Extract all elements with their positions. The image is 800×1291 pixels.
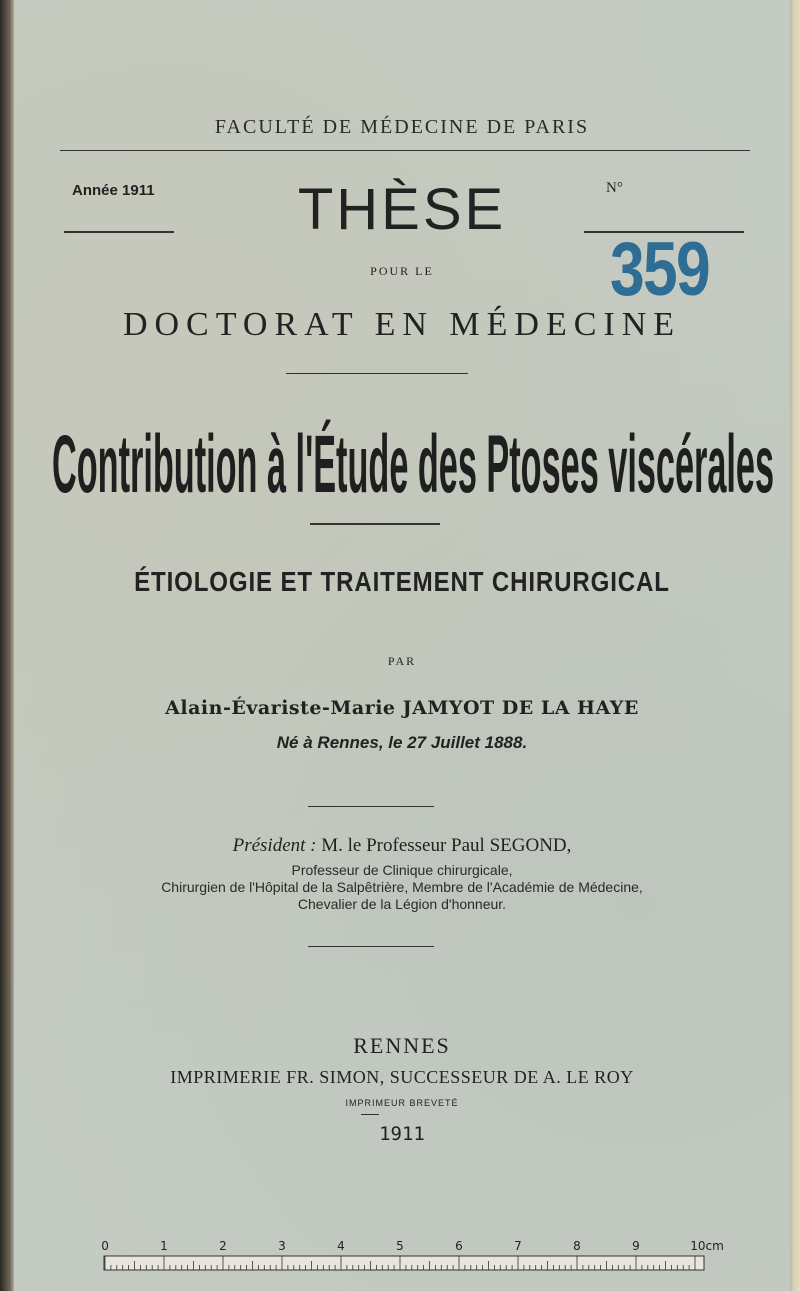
ruler-label: 1 [160, 1239, 168, 1253]
year-label: Année 1911 [72, 182, 155, 199]
thesis-number-stamp: 359 [610, 227, 710, 312]
president-title-2: Chirurgien de l'Hôpital de la Salpêtrière, Membre de l'Académie de Médecine, [161, 879, 643, 895]
imprint-year: 1911 [379, 1123, 425, 1145]
ruler-label: 10cm [690, 1239, 724, 1253]
president-title-1: Professeur de Clinique chirurgicale, [291, 862, 513, 878]
imprint-printer-sub: IMPRIMEUR BREVETÉ [345, 1098, 459, 1108]
imprint-city: RENNES [353, 1033, 451, 1058]
president-label: Président : [232, 835, 317, 856]
president-rule [308, 946, 434, 947]
ruler-label: 7 [514, 1239, 522, 1253]
title-rule [310, 523, 440, 525]
faculty-name: FACULTÉ DE MÉDECINE DE PARIS [214, 116, 590, 138]
ruler-label: 8 [573, 1239, 581, 1253]
scale-ruler-graphic [101, 1236, 724, 1270]
page-edge [790, 0, 800, 1291]
president-name: M. le Professeur Paul SEGOND, [321, 835, 572, 856]
header-rule [60, 150, 750, 151]
ruler-label: 5 [396, 1239, 404, 1253]
author-rule [308, 806, 434, 807]
imprint-rule [361, 1114, 379, 1115]
ruler-label: 6 [455, 1239, 463, 1253]
these-heading: THÈSE [297, 177, 507, 242]
imprint-printer: IMPRIMERIE FR. SIMON, SUCCESSEUR DE A. LE ROY [170, 1067, 634, 1087]
president-titles [14, 862, 790, 913]
president-title-3: Chevalier de la Légion d'honneur. [297, 896, 507, 912]
pour-le-label: POUR LE [370, 264, 434, 278]
president-line [14, 835, 790, 857]
thesis-title-text: Contribution à l'Étude des Ptoses viscérales [52, 419, 774, 510]
book-spine-edge [0, 0, 14, 1291]
ruler-label: 9 [632, 1239, 640, 1253]
ruler-label: 2 [219, 1239, 227, 1253]
doctorat-rule [286, 373, 468, 374]
doctorat-heading: DOCTORAT EN MÉDECINE [122, 306, 682, 343]
thesis-title [48, 418, 778, 510]
number-label: N° [606, 180, 623, 196]
ruler-label: 3 [278, 1239, 286, 1253]
author-birth: Né à Rennes, le 27 Juillet 1888. [276, 733, 528, 752]
thesis-subtitle: ÉTIOLOGIE ET TRAITEMENT CHIRURGICAL [134, 566, 670, 597]
title-page [14, 0, 790, 1291]
par-label: PAR [387, 654, 417, 668]
ruler-label: 4 [337, 1239, 345, 1253]
scale-ruler [101, 1236, 724, 1270]
ruler-label: 0 [101, 1239, 109, 1253]
author-name: Alain-Évariste-Marie JAMYOT DE LA HAYE [165, 697, 639, 719]
